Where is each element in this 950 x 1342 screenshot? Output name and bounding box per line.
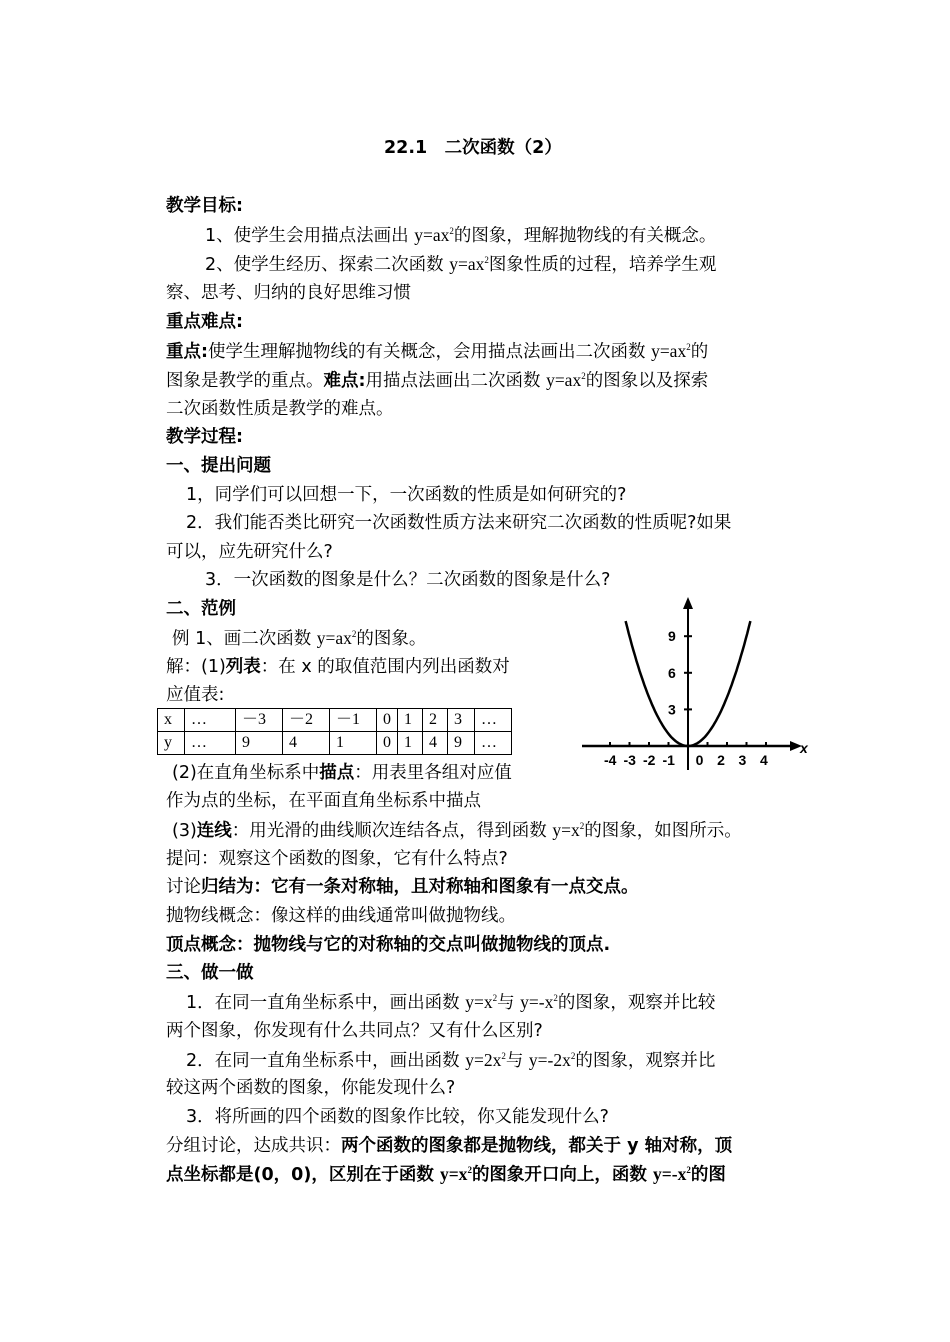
x-tick-label: 2 — [717, 752, 725, 768]
value-table — [157, 708, 512, 755]
question-2-cont: 可以，应先研究什么? — [166, 542, 333, 562]
x-tick-label: -1 — [662, 752, 675, 768]
objective-2-cont: 察、思考、归纳的良好思维习惯 — [166, 283, 411, 303]
task-1-cont: 两个图象，你发现有什么共同点？又有什么区别? — [166, 1021, 543, 1041]
table-cell: x — [158, 709, 185, 732]
task-3: 3．将所画的四个函数的图象作比较，你又能发现什么? — [186, 1107, 609, 1127]
discussion-line: 讨论归结为：它有一条对称轴，且对称轴和图象有一点交点。 — [166, 877, 639, 897]
y-tick-label: 9 — [668, 628, 676, 645]
y-tick-label: 3 — [668, 701, 676, 718]
key-line-2: 图象是教学的重点。难点:用描点法画出二次函数 $y=ax^2$的图象以及探索 — [166, 370, 709, 391]
key-heading: 重点难点: — [166, 312, 243, 332]
task-2: 2．在同一直角坐标系中，画出函数 $y=2x^2$与 $y=-2x^2$的图象，观察并比 — [186, 1050, 716, 1071]
formula-y-ax2: $y=ax^2$ — [449, 254, 489, 274]
table-cell: 1 — [330, 732, 377, 755]
table-cell: 1 — [398, 709, 423, 732]
consensus-line-1: 分组讨论，达成共识：两个函数的图象都是抛物线，都关于 y 轴对称，顶 — [166, 1136, 733, 1156]
x-tick-label: 3 — [738, 752, 747, 768]
formula-y-x2: $y=x^2$ — [439, 1164, 472, 1184]
formula-y-negx2: $y=-x^2$ — [653, 1164, 691, 1184]
table-row — [158, 709, 512, 732]
section2-heading: 二、范例 — [166, 599, 236, 619]
formula-y-ax2: $y=ax^2$ — [316, 628, 357, 648]
solution-step-1: 解：(1)列表：在 x 的取值范围内列出函数对 — [166, 657, 510, 677]
table-cell: 4 — [423, 732, 448, 755]
process-heading: 教学过程: — [166, 427, 243, 447]
question-1: 1，同学们可以回想一下，一次函数的性质是如何研究的? — [186, 485, 627, 505]
section1-heading: 一、提出问题 — [166, 456, 271, 476]
table-cell: y — [158, 732, 185, 755]
table-cell: 4 — [283, 732, 330, 755]
vertex-concept: 顶点概念：抛物线与它的对称轴的交点叫做抛物线的顶点. — [166, 935, 611, 955]
table-cell: … — [185, 732, 236, 755]
solution-step-3: (3)连线：用光滑的曲线顺次连结各点，得到函数 $y=x^2$的图象，如图所示。 — [172, 820, 742, 841]
solution-step-2-cont: 作为点的坐标，在平面直角坐标系中描点 — [166, 791, 481, 811]
solution-step-1-cont: 应值表: — [166, 685, 225, 705]
key-line-3: 二次函数性质是教学的难点。 — [166, 399, 394, 419]
table-cell: 9 — [236, 732, 283, 755]
table-cell: －3 — [236, 709, 283, 732]
x-axis-label: x — [800, 740, 808, 756]
table-cell: … — [475, 709, 512, 732]
x-tick-label: 4 — [760, 752, 768, 768]
table-cell: 2 — [423, 709, 448, 732]
example-1: 例 1、画二次函数 $y=ax^2$的图象。 — [172, 628, 427, 649]
table-cell: 9 — [448, 732, 475, 755]
task-2-cont: 较这两个函数的图象，你能发现什么? — [166, 1078, 456, 1098]
table-cell: －2 — [283, 709, 330, 732]
table-cell: －1 — [330, 709, 377, 732]
table-cell: … — [185, 709, 236, 732]
table-cell: … — [475, 732, 512, 755]
table-cell: 1 — [398, 732, 423, 755]
table-row — [158, 732, 512, 755]
y-tick-label: 6 — [668, 664, 676, 681]
parabola-graph — [578, 592, 813, 777]
y-axis-arrow — [683, 597, 693, 609]
task-1: 1．在同一直角坐标系中，画出函数 $y=x^2$与 $y=-x^2$的图象，观察并比较 — [186, 992, 716, 1013]
section3-heading: 三、做一做 — [166, 963, 254, 983]
formula-y-2x2: $y=2x^2$ — [465, 1050, 506, 1070]
objective-1: 1、使学生会用描点法画出 $y=ax^2$的图象，理解抛物线的有关概念。 — [205, 225, 717, 246]
solution-step-2: (2)在直角坐标系中描点：用表里各组对应值 — [172, 763, 512, 783]
question-3: 3．一次函数的图象是什么？二次函数的图象是什么? — [205, 570, 611, 590]
x-tick-label: -4 — [604, 752, 617, 768]
table-cell: 3 — [448, 709, 475, 732]
formula-y-x2: $y=x^2$ — [552, 820, 585, 840]
formula-y-ax2: $y=ax^2$ — [546, 370, 586, 390]
formula-y-ax2: $y=ax^2$ — [651, 341, 691, 361]
objectives-heading: 教学目标: — [166, 196, 243, 216]
ask-line: 提问：观察这个函数的图象，它有什么特点? — [166, 849, 508, 869]
consensus-line-2: 点坐标都是(0，0)，区别在于函数 $y=x^2$的图象开口向上，函数 $y=-x^2$的图 — [166, 1164, 726, 1185]
parabola-concept: 抛物线概念：像这样的曲线通常叫做抛物线。 — [166, 906, 516, 926]
formula-y-ax2: $y=ax^2$ — [414, 225, 454, 245]
x-tick-label: -3 — [623, 752, 636, 768]
table-cell: 0 — [377, 709, 398, 732]
objective-2: 2、使学生经历、探索二次函数 $y=ax^2$图象性质的过程，培养学生观 — [205, 254, 717, 275]
question-2: 2．我们能否类比研究一次函数性质方法来研究二次函数的性质呢?如果 — [186, 513, 732, 533]
table-cell: 0 — [377, 732, 398, 755]
formula-y-negx2: $y=-x^2$ — [520, 992, 558, 1012]
x-tick-label: -2 — [643, 752, 656, 768]
formula-y-neg2x2: $y=-2x^2$ — [528, 1050, 576, 1070]
x-tick-label: 0 — [695, 752, 704, 768]
formula-y-x2: $y=x^2$ — [465, 992, 498, 1012]
page-title: 22.1 二次函数（2） — [384, 138, 562, 158]
key-line-1: 重点:使学生理解抛物线的有关概念，会用描点法画出二次函数 $y=ax^2$的 — [166, 341, 709, 362]
